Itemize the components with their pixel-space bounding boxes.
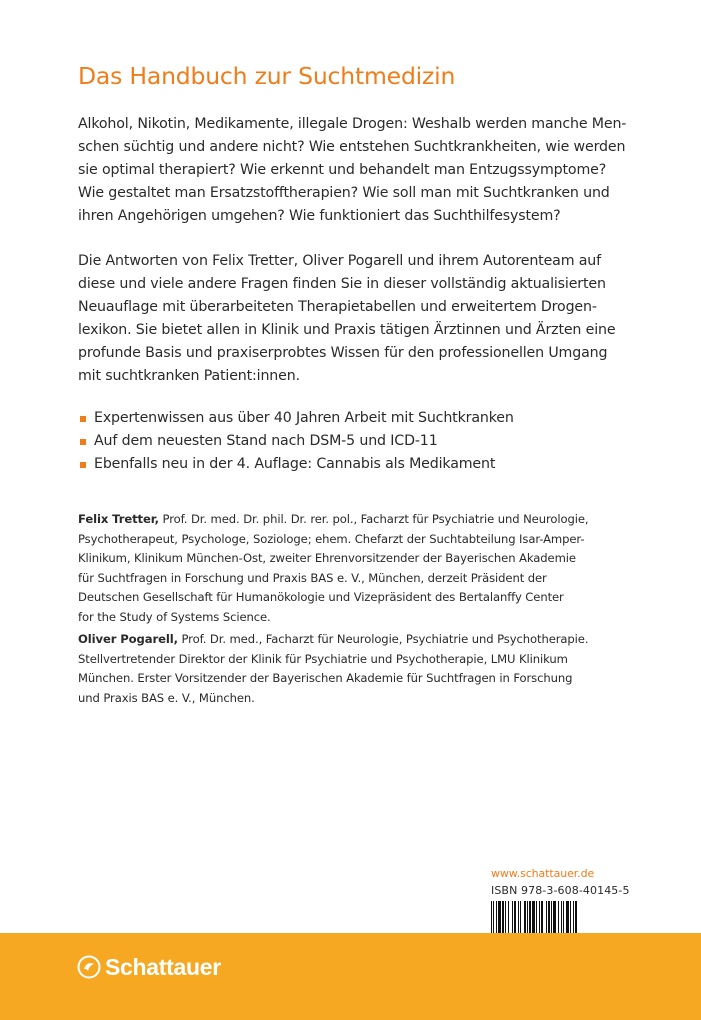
barcode-icon	[489, 901, 631, 933]
answer-line: profunde Basis und praxiserprobtes Wissen für den professionellen Umgang	[78, 345, 608, 361]
bullet-square-icon	[80, 462, 86, 468]
bio-line: Klinikum, Klinikum München-Ost, zweiter Ehrenvorsitzender der Bayerischen Akademie	[78, 551, 576, 565]
bio-line: Stellvertretender Direktor der Klinik für Psychiatrie und Psychotherapie, LMU Klinikum	[78, 651, 568, 666]
bio-line: München. Erster Vorsitzender der Bayerischen Akademie für Suchtfragen in Forschung	[78, 671, 573, 685]
schattauer-logo-icon	[77, 955, 101, 979]
answer-line: Die Antworten von Felix Tretter, Oliver Pogarell und ihrem Autorenteam auf	[78, 253, 601, 269]
answer-line: mit suchtkranken Patient:innen.	[78, 368, 300, 384]
answer-line: diese und viele andere Fragen finden Sie in dieser vollständig aktualisierten	[78, 276, 606, 292]
answer-line: lexikon. Sie bietet allen in Klinik und Praxis tätigen Ärztinnen und Ärzten eine	[78, 322, 616, 338]
feature-item: Auf dem neuesten Stand nach DSM-5 und ICD-11	[78, 430, 514, 453]
author-bio-pogarell: Oliver Pogarell, Prof. Dr. med., Facharzt für Neurologie, Psychiatrie und Psychotherapie. Stellvertretender Direktor der Klinik für Psychiatrie und Psychotherapie, LMU Klinikum München. Erster Vorsitzender der Bayerischen Akademie für Suchtfragen in Forschung und Praxis BAS e. V., München.	[78, 630, 658, 708]
intro-line: Wie gestaltet man Ersatzstofftherapien? Wie soll man mit Suchtkranken und	[78, 185, 610, 201]
bullet-square-icon	[80, 416, 86, 422]
feature-list	[78, 407, 514, 476]
author-name: Felix Tretter,	[78, 512, 159, 526]
book-title: Das Handbuch zur Suchtmedizin	[78, 62, 456, 90]
bio-line: und Praxis BAS e. V., München.	[78, 690, 255, 705]
feature-item: Ebenfalls neu in der 4. Auflage: Cannabis als Medikament	[78, 453, 514, 476]
publisher-website: www.schattauer.de	[491, 867, 595, 880]
publisher-logo	[77, 951, 221, 983]
bio-line: for the Study of Systems Science.	[78, 609, 271, 624]
bio-line: Deutschen Gesellschaft für Humanökologie und Vizepräsident des Bertalanffy Center	[78, 590, 564, 604]
feature-item: Expertenwissen aus über 40 Jahren Arbeit mit Suchtkranken	[78, 407, 514, 430]
answer-paragraph	[78, 250, 638, 388]
bio-line: für Suchtfragen in Forschung und Praxis BAS e. V., München, derzeit Präsident der	[78, 570, 547, 585]
bullet-square-icon	[80, 439, 86, 445]
author-bio-tretter: Felix Tretter, Prof. Dr. med. Dr. phil. Dr. rer. pol., Facharzt für Psychiatrie und Neurologie, Psychotherapeut, Psychologe, Soziologe; ehem. Chefarzt der Suchtabteilung Isar-Amper- Klinikum, Klinikum München-Ost, zweiter Ehrenvorsitzender der Bayerischen Akademie für Suchtfragen in Forschung und Praxis BAS e. V., München, derzeit Präsident der Deutschen Gesellschaft für Humanökologie und Vizepräsident des Bertalanffy Center for the Study of Systems Science.	[78, 510, 658, 627]
intro-line: ihren Angehörigen umgehen? Wie funktioniert das Suchthilfesystem?	[78, 208, 561, 224]
intro-line: sie optimal therapiert? Wie erkennt und behandelt man Entzugssymptome?	[78, 162, 607, 178]
bio-line: Psychotherapeut, Psychologe, Soziologe; ehem. Chefarzt der Suchtabteilung Isar-Amper-	[78, 531, 585, 546]
intro-line: Alkohol, Nikotin, Medikamente, illegale Drogen: Weshalb werden manche Men-	[78, 116, 627, 132]
answer-line: Neuauflage mit überarbeiteten Therapietabellen und erweitertem Drogen-	[78, 299, 597, 315]
publisher-name: Schattauer	[105, 953, 221, 980]
publisher-footer-band	[0, 933, 701, 1020]
intro-paragraph	[78, 113, 638, 228]
intro-line: schen süchtig und andere nicht? Wie entstehen Suchtkrankheiten, wie werden	[78, 139, 626, 155]
isbn-number: ISBN 978-3-608-40145-5	[491, 884, 630, 897]
author-name: Oliver Pogarell,	[78, 632, 178, 646]
